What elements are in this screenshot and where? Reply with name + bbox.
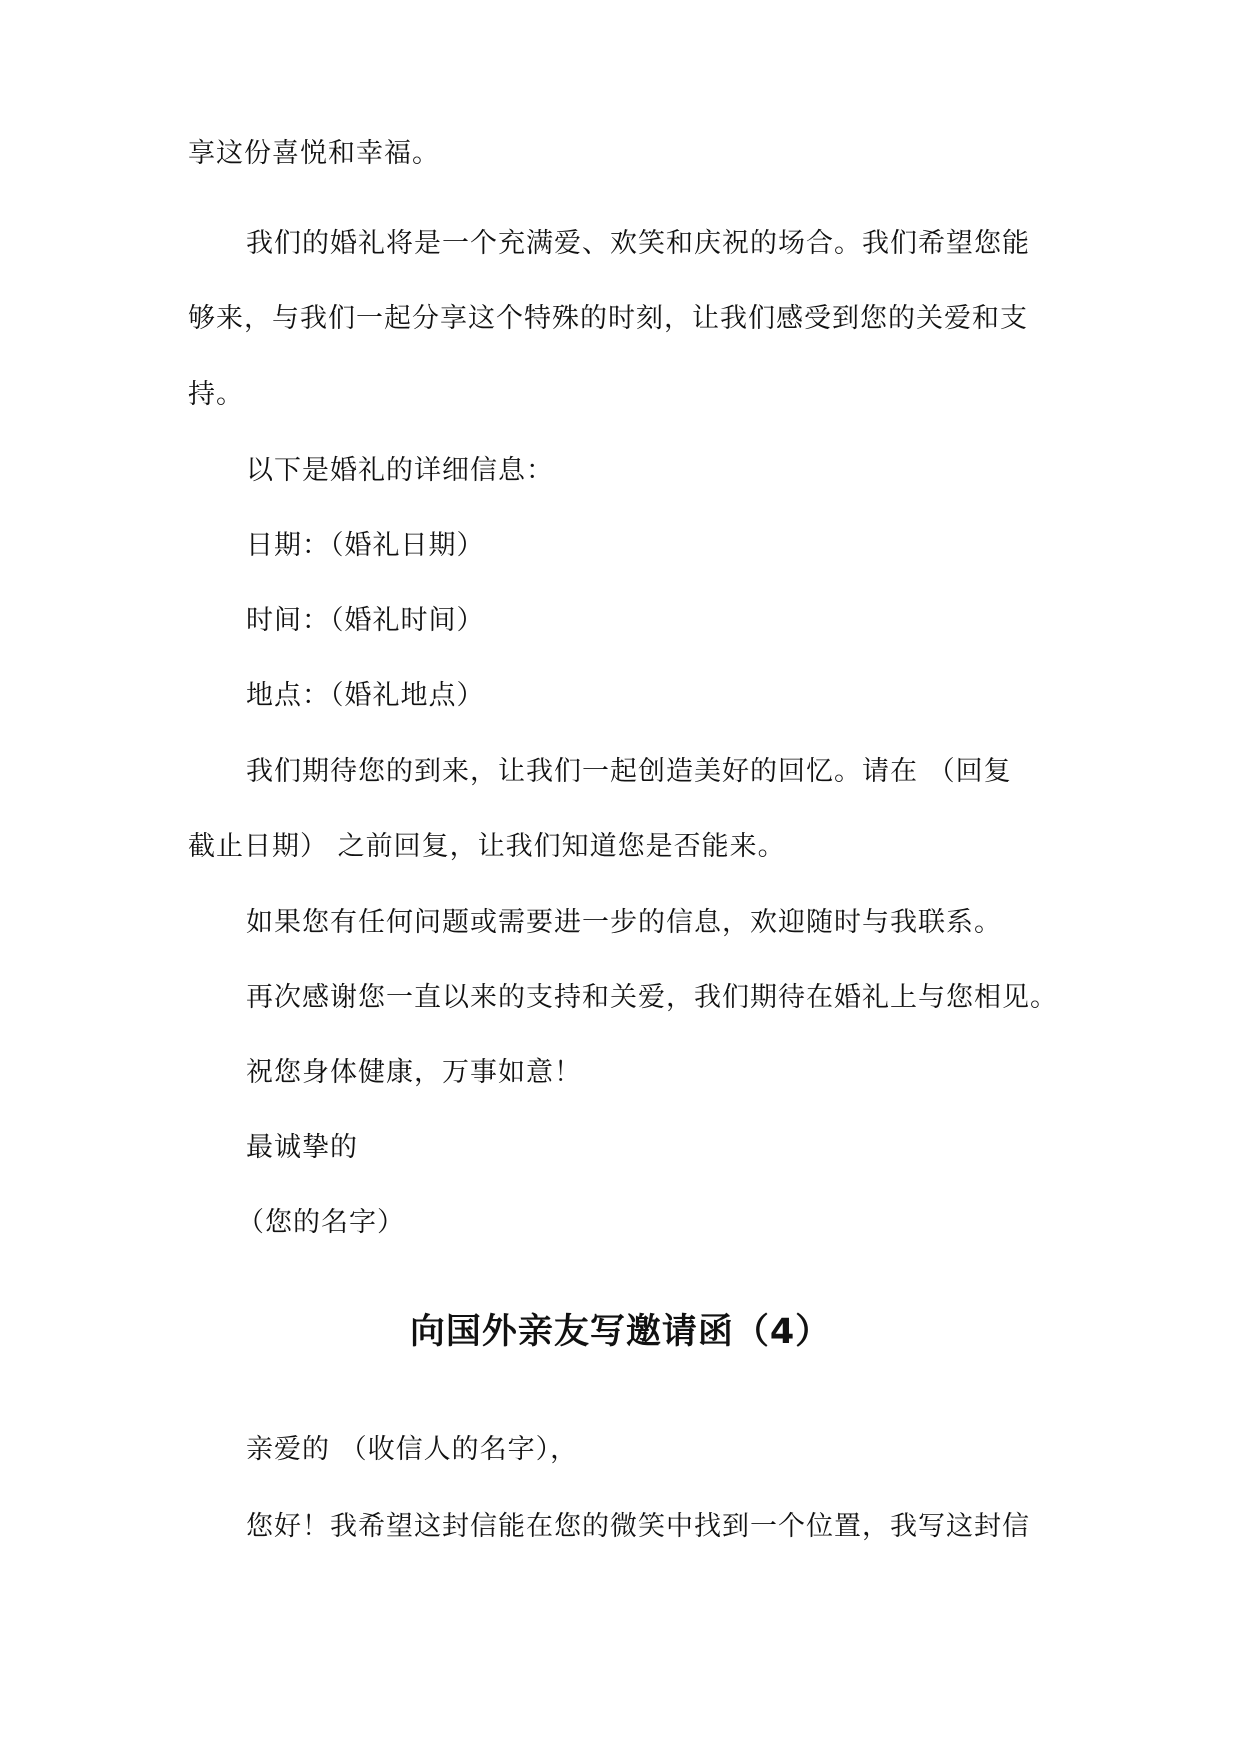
- text-line: 够来，与我们一起分享这个特殊的时刻，让我们感受到您的关爱和支: [188, 303, 1028, 334]
- text-line: 祝您身体健康，万事如意！: [246, 1057, 582, 1088]
- text-line: 地点：（婚礼地点）: [246, 680, 485, 711]
- text-line: 时间：（婚礼时间）: [246, 605, 485, 636]
- section-title: 向国外亲友写邀请函（4）: [409, 1312, 832, 1352]
- text-line: （您的名字）: [237, 1207, 405, 1238]
- text-line: 如果您有任何问题或需要进一步的信息，欢迎随时与我联系。: [246, 907, 1002, 938]
- text-line: 享这份喜悦和幸福。: [188, 138, 440, 169]
- text-line: 最诚挚的: [246, 1132, 358, 1163]
- text-line: 我们期待您的到来，让我们一起创造美好的回忆。请在 （回复: [246, 756, 1012, 787]
- text-line: 您好！我希望这封信能在您的微笑中找到一个位置，我写这封信: [246, 1511, 1030, 1542]
- text-line: 以下是婚礼的详细信息：: [246, 455, 554, 486]
- text-line: 日期：（婚礼日期）: [246, 530, 485, 561]
- text-line: 持。: [188, 379, 244, 410]
- text-line: 亲爱的 （收信人的名字），: [246, 1434, 579, 1465]
- text-line: 我们的婚礼将是一个充满爱、欢笑和庆祝的场合。我们希望您能: [246, 228, 1030, 259]
- text-line: 截止日期） 之前回复，让我们知道您是否能来。: [188, 831, 786, 862]
- text-line: 再次感谢您一直以来的支持和关爱，我们期待在婚礼上与您相见。: [246, 982, 1058, 1013]
